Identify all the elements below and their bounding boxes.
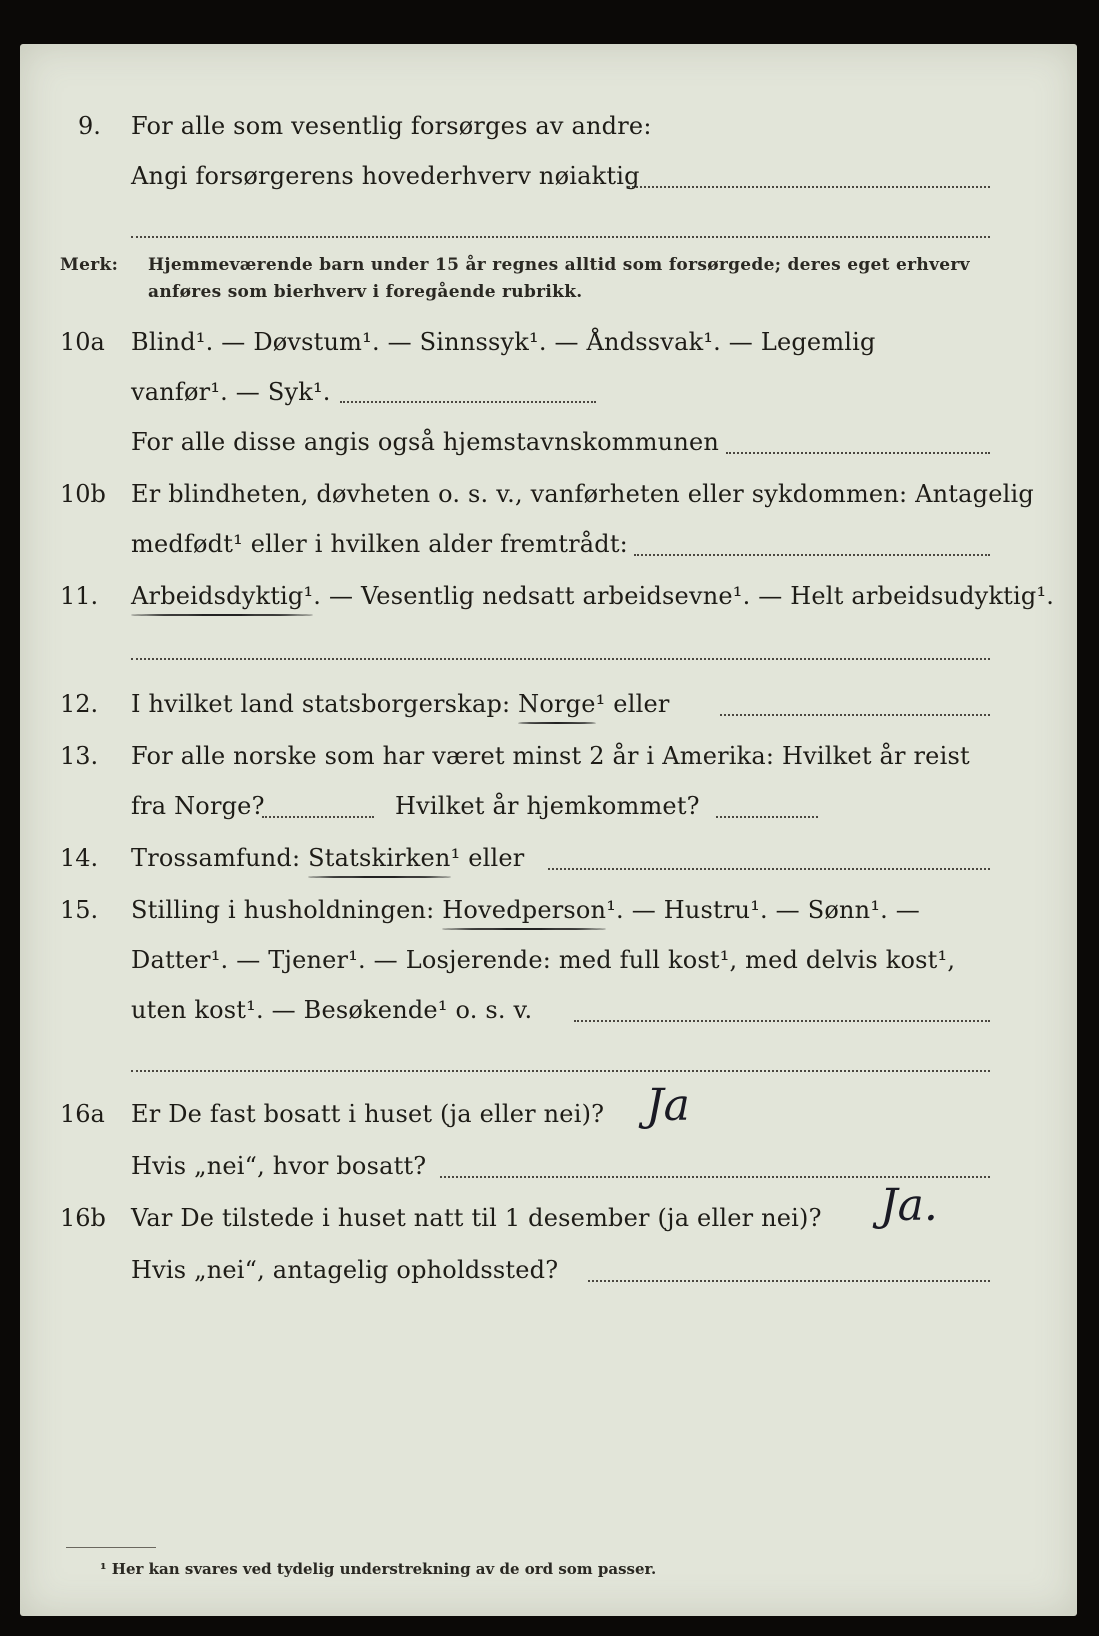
q16b-number: 16b [60,1204,106,1232]
q13-year-returned-line[interactable] [716,816,818,818]
q11-underlined-answer[interactable]: Arbeidsdyktig¹ [131,582,314,610]
q10b-line1: Er blindheten, døvheten o. s. v., vanførheten eller sykdommen: Antagelig [131,480,1034,508]
census-form-page [20,44,1077,1616]
merk-line1: Hjemmeværende barn under 15 år regnes alltid som forsørgede; deres eget erhverv [148,255,970,275]
q12-line [131,690,670,718]
q10b-answer-line[interactable] [634,554,990,556]
q10a-number: 10a [60,328,105,356]
q14-underlined-answer[interactable]: Statskirken [308,844,451,872]
q15-extra-line[interactable] [131,1070,990,1072]
q13-line2a: fra Norge? [131,792,265,820]
q12-answer-line[interactable] [720,714,990,716]
q10b-number: 10b [60,480,106,508]
q11-rest: . — Vesentlig nedsatt arbeidsevne¹. — Helt arbeidsudyktig¹. [313,582,1055,610]
q12-number: 12. [60,690,99,718]
q14-question: Trossamfund: [131,844,309,872]
q16a-number: 16a [60,1100,105,1128]
q15-underlined-answer[interactable]: Hovedperson [442,896,607,924]
q10b-line2: medfødt¹ eller i hvilken alder fremtrådt: [131,530,628,558]
q15-answer-line[interactable] [574,1020,990,1022]
q9-number: 9. [78,112,101,140]
q10a-answer-line[interactable] [340,401,596,403]
q15-line2: Datter¹. — Tjener¹. — Losjerende: med full kost¹, med delvis kost¹, [131,946,956,974]
q14-number: 14. [60,844,99,872]
q9-line1: For alle som vesentlig forsørges av andre: [131,112,652,140]
q14-post: ¹ eller [450,844,525,872]
q11-extra-line[interactable] [131,658,990,660]
q16b-line2: Hvis „nei“, antagelig opholdssted? [131,1256,559,1284]
q10a-hjemstavn-line[interactable] [726,452,990,454]
q15-line1 [131,896,920,924]
q13-line1: For alle norske som har været minst 2 år i Amerika: Hvilket år reist [131,742,970,770]
q16b-handwritten-answer[interactable]: Ja. [880,1180,938,1231]
q10a-line2: vanfør¹. — Syk¹. [131,378,331,406]
q15-question: Stilling i husholdningen: [131,896,443,924]
q13-year-left-line[interactable] [262,816,374,818]
q16a-line1: Er De fast bosatt i huset (ja eller nei)? [131,1100,605,1128]
q10a-line1: Blind¹. — Døvstum¹. — Sinnssyk¹. — Åndssvak¹. — Legemlig [131,328,876,356]
q15-number: 15. [60,896,99,924]
q13-number: 13. [60,742,99,770]
q15-line3: uten kost¹. — Besøkende¹ o. s. v. [131,996,533,1024]
q14-answer-line[interactable] [548,868,990,870]
q11-line [131,582,1054,610]
q10a-line3: For alle disse angis også hjemstavnskommunen [131,428,720,456]
q15-post: ¹. — Hustru¹. — Sønn¹. — [606,896,920,924]
q16a-handwritten-answer[interactable]: Ja [646,1080,690,1131]
q9-extra-line[interactable] [131,236,990,238]
merk-label: Merk: [60,255,119,275]
q14-line [131,844,524,872]
q12-post: ¹ eller [595,690,670,718]
q16b-answer-line[interactable] [588,1280,990,1282]
q16a-answer-line[interactable] [440,1176,990,1178]
q16b-line1: Var De tilstede i huset natt til 1 desember (ja eller nei)? [131,1204,822,1232]
q12-question: I hvilket land statsborgerskap: [131,690,519,718]
footnote: ¹ Her kan svares ved tydelig understrekning av de ord som passer. [100,1560,657,1578]
q9-answer-line[interactable] [628,186,990,188]
q11-number: 11. [60,582,99,610]
q16a-line2: Hvis „nei“, hvor bosatt? [131,1152,427,1180]
merk-line2: anføres som bierhverv i foregående rubrikk. [148,282,583,302]
footnote-rule [66,1547,156,1548]
q12-underlined-answer[interactable]: Norge [518,690,596,718]
q9-line2: Angi forsørgerens hovederhverv nøiaktig [131,162,640,190]
q13-line2b: Hvilket år hjemkommet? [395,792,700,820]
